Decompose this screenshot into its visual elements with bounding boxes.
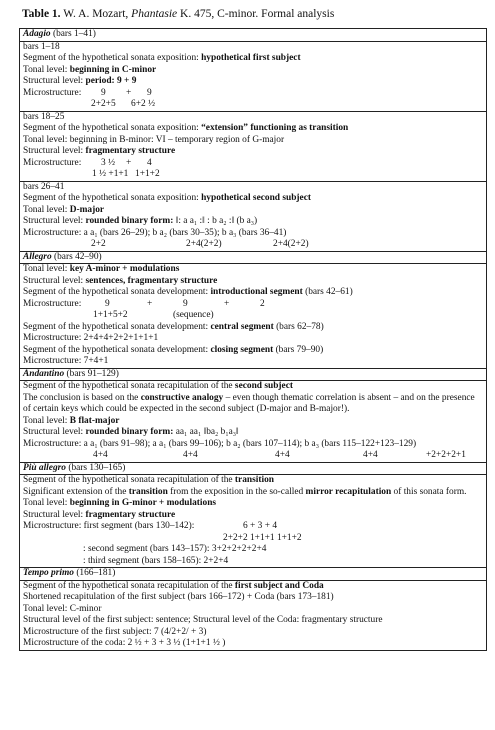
- b1-struct-pre-text: Structural level:: [23, 275, 86, 286]
- sections-piu-name-text: Più allegro: [23, 462, 66, 473]
- section-header-tempo-primo: [20, 568, 487, 581]
- sections-adagio-name-text: Adagio: [23, 29, 51, 39]
- formal-analysis-table: [19, 28, 487, 651]
- a1-struct-b-text: period: 9 + 9: [85, 76, 137, 86]
- table-number: Table 1.: [22, 8, 61, 20]
- c1-struct-pre-text: Structural level:: [23, 427, 86, 437]
- b1-seg1-post-text: (bars 42–61): [302, 287, 353, 297]
- b1-seg1-pre-text: Segment of the hypothetical sonata development:: [23, 287, 211, 297]
- d1-ext-b-text: transition: [128, 486, 168, 497]
- a2-struct-b-text: fragmentary structure: [85, 146, 176, 156]
- b1-m6-text: 1+1+5+2: [93, 310, 128, 320]
- sections-piu-bars-text: (bars 130–165): [65, 462, 126, 473]
- a1-struct-pre-text: Structural level:: [23, 76, 86, 86]
- a1-m2-text: +: [126, 87, 132, 98]
- a1-tonal-b-text: beginning in C-minor: [69, 64, 157, 75]
- c1-struct-b-text: rounded binary form:: [85, 427, 174, 437]
- a1-seg-pre-text: Segment of the hypothetical sonata exposition:: [23, 53, 202, 63]
- a3-struct-pre-text: Structural level:: [23, 216, 86, 226]
- c1-conc-pre-text: The conclusion is based on the: [23, 392, 141, 403]
- e1-struct-text: Structural level of the first subject: sentence; Structural level of the Coda: fragmentary structure: [23, 615, 383, 625]
- e1-micro2-text: Microstructure of the coda: 2 ½ + 3 + 3 ½ (1+1+1 ½ ): [23, 638, 226, 648]
- d1-ext-post-text: of this sonata form.: [391, 486, 467, 497]
- a2-m1-text: 3 ½: [101, 157, 116, 168]
- block-bars-1-18: [20, 41, 487, 111]
- section-header-allegro: [20, 251, 487, 264]
- block-andantino: [20, 381, 487, 463]
- a1-bars-text: bars 1–18: [23, 41, 60, 52]
- b1-seg2-pre-text: Segment of the hypothetical sonata development:: [23, 321, 211, 332]
- e1-seg-pre-text: Segment of the hypothetical sonata recapitulation of the: [23, 580, 235, 591]
- b1-m2-text: +: [147, 298, 153, 309]
- title-rest-text: K. 475, C-minor. Formal analysis: [177, 8, 335, 20]
- b1-m7-text: (sequence): [173, 310, 214, 320]
- title-text-text: W. A. Mozart,: [60, 8, 132, 20]
- sections-andantino-bars-text: (bars 91–129): [64, 368, 119, 379]
- a3-struct-rest-text: ‖: a a₁ :‖ : b a₂ :‖ (b a₃): [173, 216, 258, 226]
- a1-m4-text: 2+2+5: [91, 99, 116, 109]
- a1-m1-text: 9: [101, 87, 106, 98]
- sections-adagio-bars-text: (bars 1–41): [50, 29, 96, 39]
- c1-seg-pre-text: Segment of the hypothetical sonata recapitulation of the: [23, 381, 235, 391]
- c1-conc-post-text: – even though thematic correlation is absent – and on the presence of certain keys which could be expected in the second subject (D-major and B-major!).: [23, 392, 475, 414]
- d1-seg-b-text: transition: [234, 475, 274, 485]
- a3-m2-text: 2+4(2+2): [186, 239, 222, 249]
- d1-struct-b-text: fragmentary structure: [85, 509, 176, 520]
- sections-allegro-name-text: Allegro: [23, 251, 52, 262]
- a3-m1-text: 2+2: [91, 239, 106, 249]
- b1-seg2-b-text: central segment: [210, 321, 274, 332]
- a2-m5-text: 1+1+2: [135, 169, 160, 179]
- b1-tonal-pre-text: Tonal level:: [23, 264, 70, 274]
- b1-micro3-text: Microstructure: 7+4+1: [23, 356, 109, 366]
- block-allegro: [20, 264, 487, 369]
- section-header-adagio: [20, 29, 487, 42]
- b1-m3-text: 9: [183, 298, 188, 309]
- c1-seg-b-text: second subject: [234, 381, 293, 391]
- b1-seg1-b-text: introductional segment: [210, 287, 303, 297]
- e1-seg-b-text: first subject and Coda: [234, 580, 324, 591]
- d1-ext-b2-text: mirror recapitulation: [305, 486, 392, 497]
- title-work-text: Phantasie: [131, 8, 178, 20]
- a3-seg-pre-text: Segment of the hypothetical sonata exposition:: [23, 193, 202, 203]
- sections-allegro-bars-text: (bars 42–90): [51, 251, 102, 262]
- b1-seg2-post-text: (bars 62–78): [273, 321, 324, 332]
- d1-second-text: : second segment (bars 143–157): 3+2+2+2+2+4: [83, 544, 267, 554]
- c1-tonal-pre-text: Tonal level:: [23, 415, 70, 426]
- c1-m5-text: +2+2+2+1: [426, 450, 466, 460]
- c1-micro-text: Microstructure: a a₁ (bars 91–98); a a₁ (bars 99–106); b a₂ (bars 107–114); b a₃ (bars 115–122+123–129): [23, 438, 417, 449]
- a3-bars-text: bars 26–41: [23, 181, 65, 192]
- sections-tempo-bars-text: (166–181): [73, 568, 116, 578]
- a1-tonal-pre-text: Tonal level:: [23, 64, 70, 75]
- table-title: [22, 8, 334, 20]
- b1-tonal-b-text: key A-minor + modulations: [69, 264, 180, 274]
- b1-m4-text: +: [224, 298, 230, 309]
- d1-ext-pre-text: Significant extension of the: [23, 486, 129, 497]
- d1-ext-mid-text: from the exposition in the so-called: [167, 486, 306, 497]
- a2-micro-label-text: Microstructure:: [23, 157, 82, 168]
- a1-m3-text: 9: [147, 87, 152, 98]
- a2-m3-text: 4: [147, 157, 152, 168]
- d1-tonal-pre-text: Tonal level:: [23, 498, 70, 508]
- block-piu-allegro: [20, 475, 487, 568]
- c1-struct-rest-text: aa₁ aa₁ ‖ba₂ b₁a₃‖: [173, 427, 239, 437]
- section-header-andantino: [20, 368, 487, 381]
- a1-seg-b-text: hypothetical first subject: [201, 53, 301, 63]
- a2-bars-text: bars 18–25: [23, 111, 65, 122]
- a3-seg-b-text: hypothetical second subject: [201, 193, 311, 203]
- c1-m3-text: 4+4: [275, 450, 290, 460]
- d1-m1-text: 6 + 3 + 4: [243, 521, 278, 531]
- b1-struct-b-text: sentences, fragmentary structure: [85, 275, 218, 286]
- d1-seg-pre-text: Segment of the hypothetical sonata recapitulation of the: [23, 475, 235, 485]
- block-tempo-primo: [20, 580, 487, 650]
- b1-m5-text: 2: [260, 298, 265, 309]
- c1-m1-text: 4+4: [93, 450, 108, 460]
- a2-tonal-text: Tonal level: beginning in B-minor: VI – temporary region of G-major: [23, 134, 285, 145]
- block-bars-26-41: [20, 181, 487, 251]
- b1-seg3-b-text: closing segment: [210, 344, 274, 355]
- a1-micro-label-text: Microstructure:: [23, 87, 82, 98]
- a2-seg-b-text: “extension” functioning as transition: [201, 123, 349, 133]
- a2-m4-text: 1 ½ +1+1: [92, 169, 129, 179]
- b1-seg3-pre-text: Segment of the hypothetical sonata development:: [23, 344, 211, 355]
- a3-m3-text: 2+4(2+2): [273, 239, 309, 249]
- e1-tonal-text: Tonal level: C-minor: [23, 603, 102, 614]
- a3-tonal-b-text: D-major: [69, 204, 105, 215]
- block-bars-18-25: [20, 111, 487, 181]
- a3-tonal-pre-text: Tonal level:: [23, 204, 70, 215]
- b1-seg3-post-text: (bars 79–90): [273, 344, 324, 355]
- b1-m1-text: 9: [105, 298, 110, 309]
- b1-micro2-text: Microstructure: 2+4+4+2+2+1+1+1: [23, 333, 159, 343]
- b1-micro-label-text: Microstructure:: [23, 298, 82, 309]
- a2-struct-pre-text: Structural level:: [23, 146, 86, 156]
- d1-m2-text: 2+2+2 1+1+1 1+1+2: [223, 532, 302, 543]
- d1-struct-pre-text: Structural level:: [23, 509, 86, 520]
- c1-m4-text: 4+4: [363, 450, 378, 460]
- sections-tempo-name-text: Tempo primo: [23, 568, 74, 578]
- c1-conc-b-text: constructive analogy: [140, 392, 224, 403]
- a2-seg-pre-text: Segment of the hypothetical sonata exposition:: [23, 123, 202, 133]
- a1-m5-text: 6+2 ½: [131, 99, 156, 109]
- c1-tonal-b-text: B flat-major: [69, 415, 120, 426]
- a2-m2-text: +: [126, 157, 132, 168]
- d1-third-text: : third segment (bars 158–165): 2+2+4: [83, 555, 229, 566]
- e1-micro1-text: Microstructure of the first subject: 7 (4/2+2/ + 3): [23, 626, 207, 637]
- sections-andantino-name-text: Andantino: [23, 368, 65, 379]
- a3-struct-b-text: rounded binary form:: [85, 216, 174, 226]
- section-header-piu-allegro: [20, 462, 487, 475]
- a3-micro-text: Microstructure: a a₁ (bars 26–29); b a₂ (bars 30–35); b a₃ (bars 36–41): [23, 227, 287, 238]
- e1-short-text: Shortened recapitulation of the first subject (bars 166–172) + Coda (bars 173–181): [23, 592, 334, 602]
- d1-tonal-b-text: beginning in G-minor + modulations: [69, 498, 217, 508]
- d1-micro-label-text: Microstructure: first segment (bars 130–142):: [23, 521, 195, 531]
- c1-m2-text: 4+4: [183, 450, 198, 460]
